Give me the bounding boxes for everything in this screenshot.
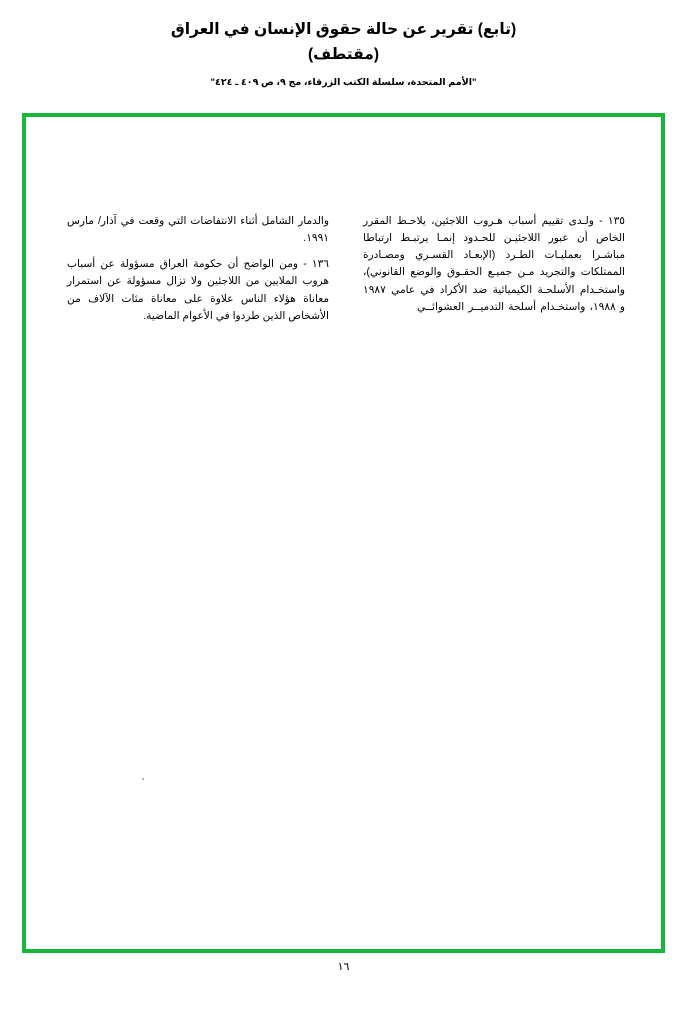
column-right: [363, 213, 625, 325]
page-speck: [142, 778, 144, 780]
column-left: [67, 213, 329, 325]
paragraph-136: ١٣٦ - ومن الواضح أن حكومة العراق مسؤولة عن أسباب هروب الملايين من اللاجئين ولا تزال مسؤولة عن استمرار معاناة هؤلاء الناس علاوة على معاناة مئات الآلاف من الأشخاص الذين طردوا في الأعوام الماضية.: [67, 258, 329, 322]
page-header: [0, 0, 687, 88]
paragraph-135: ١٣٥ - ولـدى تقييم أسباب هـروب اللاجئين، يلاحـظ المقرر الخاص أن عبور اللاجئيـن للحـدود إنمـا يرتبـط ارتباطا مباشـرا بعمليـات الطـرد (الإبعـاد القسـري ومصـادرة الممتلكات والتجريد مـن جميـع الحقـوق والوضع القانوني)، واستخـدام الأسلحـة الكيميائية ضد الأكراد في عامي ١٩٨٧ و ١٩٨٨، واستخـدام أسلحة التدميــر العشوائــي: [363, 215, 625, 313]
page-title: (تابع) تقرير عن حالة حقوق الإنسان في العراق: [170, 21, 517, 38]
content-frame: [22, 113, 665, 953]
source-citation: "الأمم المتحدة، سلسلة الكتب الزرقاء، مج ٩، ص ٤٠٩ ـ ٤٢٤": [210, 76, 477, 88]
page-subtitle: (مقتطف): [308, 46, 379, 64]
paragraph-135-continued: والدمار الشامل أثناء الانتفاضات التي وقعت في آذار/ مارس ١٩٩١.: [67, 215, 329, 245]
two-column-body: [62, 213, 625, 325]
page-number: ١٦: [337, 961, 350, 973]
